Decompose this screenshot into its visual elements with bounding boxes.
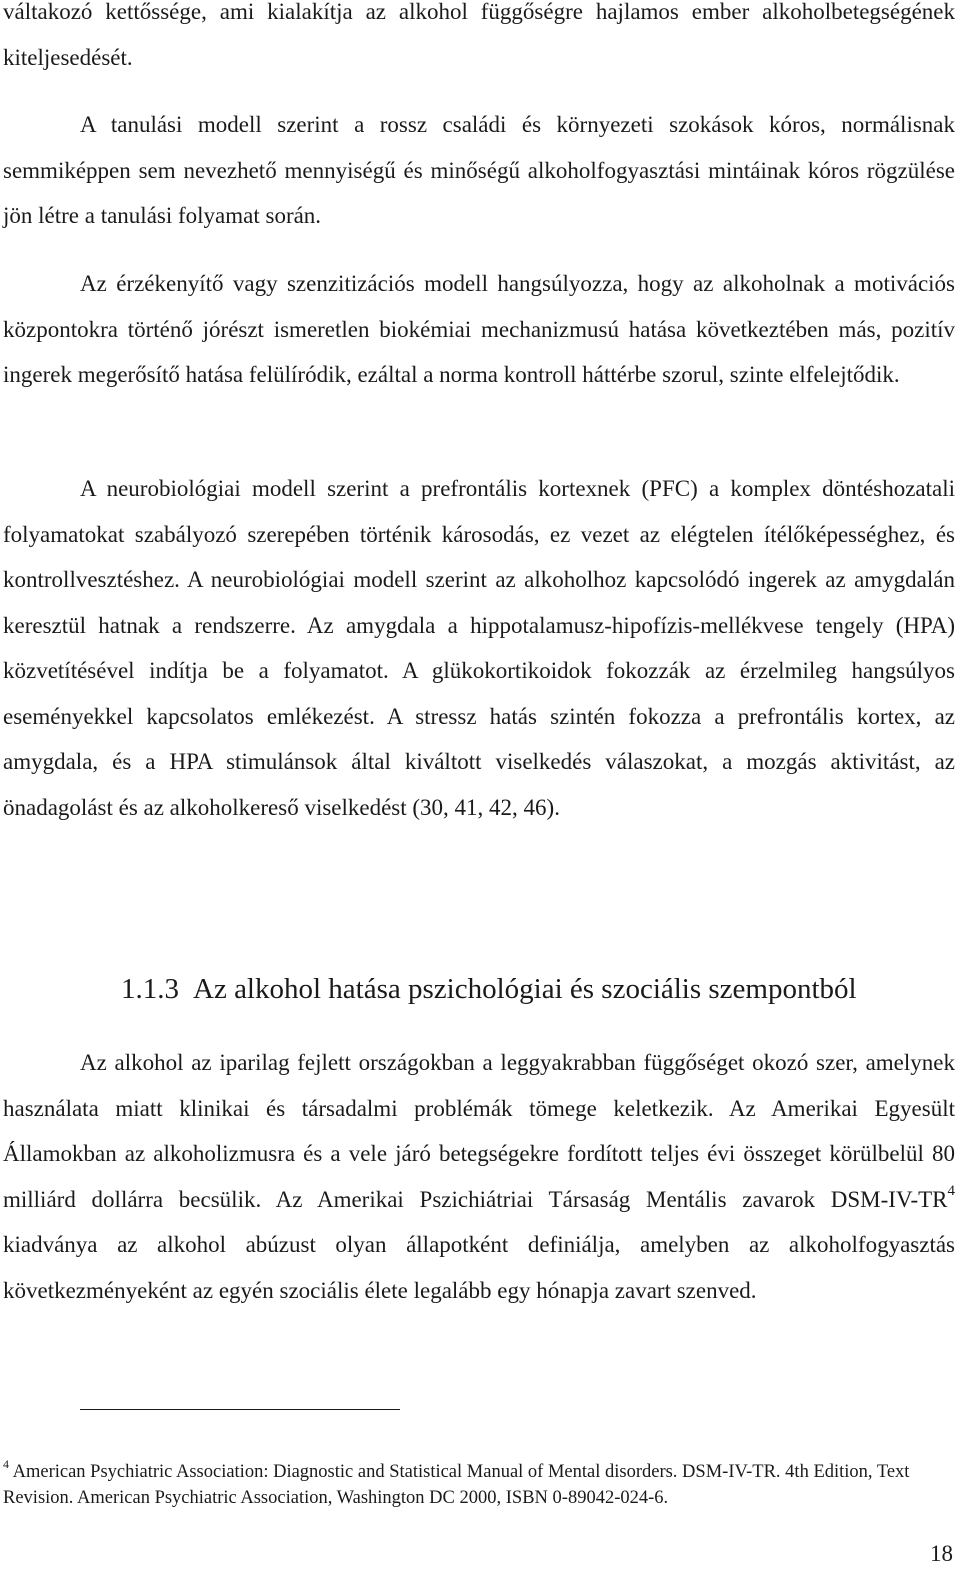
paragraph-text: Az alkohol az iparilag fejlett országokban a leggyakrabban függőséget okozó szer, amelynek használata miatt klinikai és társadalmi problémák tömege keletkezik. Az Amerikai Egyesült Államokban az alkoholizmusra és a vele járó betegségekre fordított teljes évi összeget körülbelül 80 milliárd dollárra becsülik. Az Amerikai Pszichiátriai Társaság Mentális zavarok DSM-IV-TR: [3, 1050, 955, 1212]
paragraph-alcohol-effects: [3, 1040, 955, 1313]
section-title: Az alkohol hatása pszichológiai és szociális szempontból: [193, 973, 857, 1005]
footnote-divider: [80, 1409, 400, 1410]
document-page: [3, 0, 955, 1569]
paragraph-sensitization-model: Az érzékenyítő vagy szenzitizációs modell hangsúlyozza, hogy az alkoholnak a motivációs központokra történő jórészt ismeretlen biokémiai mechanizmusú hatása következtében más, pozitív ingerek megerősítő hatása felülíródik, ezáltal a norma kontroll háttérbe szorul, szinte elfelejtődik.: [3, 271, 955, 387]
footnote-reference[interactable]: 4: [947, 1182, 955, 1199]
paragraph-learning-model: A tanulási modell szerint a rossz családi és környezeti szokások kóros, normálisnak semmiképpen sem nevezhető mennyiségű és minőségű alkoholfogyasztási mintáinak kóros rögzülése jön létre a tanulási folyamat során.: [3, 112, 955, 228]
section-heading: [121, 966, 857, 1012]
footnote: [3, 1456, 955, 1511]
paragraph-text-continued: kiadványa az alkohol abúzust olyan állapotként definiálja, amelyben az alkoholfogyasztás következményeként az egyén szociális élete legalább egy hónapja zavart szenved.: [3, 1232, 955, 1303]
section-number: 1.1.3: [121, 973, 179, 1005]
paragraph-neurobiological-model: A neurobiológiai modell szerint a prefrontális kortexnek (PFC) a komplex döntéshozatali folyamatokat szabályozó szerepében történik károsodás, ez vezet az elégtelen ítélőképességhez, és kontrollvesztéshez. A neurobiológiai modell szerint az alkoholhoz kapcsolódó ingerek az amygdalán keresztül hatnak a rendszerre. Az amygdala a hippotalamusz-hipofízis-mellékvese tengely (HPA) közvetítésével indítja be a folyamatot. A glükokortikoidok fokozzák az érzelmileg hangsúlyos eseményekkel kapcsolatos emlékezést. A stressz hatás szintén fokozza a prefrontális kortex, az amygdala, és a HPA stimulánsok által kiváltott viselkedés válaszokat, a mozgás aktivitást, az önadagolást és az alkoholkereső viselkedést (30, 41, 42, 46).: [3, 476, 955, 820]
footnote-text: American Psychiatric Association: Diagnostic and Statistical Manual of Mental disorders. DSM-IV-TR. 4th Edition, Text Revision. American Psychiatric Association, Washington DC 2000, ISBN 0-89042-024-6.: [3, 1462, 910, 1508]
paragraph-continuation: váltakozó kettőssége, ami kialakítja az alkohol függőségre hajlamos ember alkoholbetegségének kiteljesedését.: [3, 0, 955, 70]
footnote-marker: 4: [3, 1456, 9, 1471]
page-number: 18: [930, 1541, 953, 1566]
